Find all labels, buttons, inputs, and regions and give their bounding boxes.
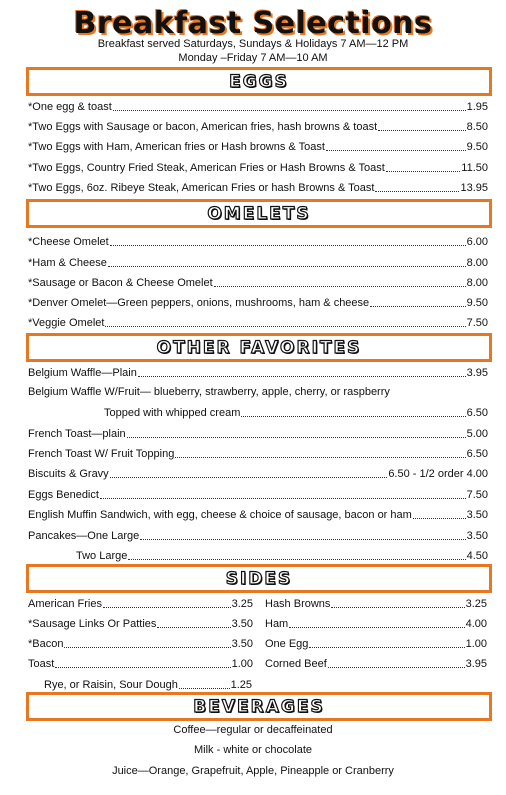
menu-item: *Sausage Links Or Patties 3.50: [28, 614, 253, 630]
menu-item: Toast 1.00: [28, 654, 253, 670]
beverage-line: Juice—Orange, Grapefruit, Apple, Pineapple or Cranberry: [112, 765, 394, 777]
menu-item: *Two Eggs, Country Fried Steak, American Fries or Hash Browns & Toast 11.50: [28, 158, 488, 174]
menu-item: English Muffin Sandwich, with egg, cheese & choice of sausage, bacon or ham 3.50: [28, 505, 488, 521]
beverage-line: Coffee—regular or decaffeinated: [173, 724, 333, 736]
favorites-heading: OTHER FAVORITES: [156, 337, 362, 358]
sides-heading: SIDES: [225, 568, 293, 589]
menu-item: American Fries 3.25: [28, 594, 253, 610]
menu-item: One Egg 1.00: [265, 634, 487, 650]
favorites-banner: [26, 333, 492, 362]
eggs-banner: [26, 67, 492, 96]
menu-item: *Ham & Cheese 8.00: [28, 253, 488, 269]
eggs-heading: EGGS: [229, 71, 289, 92]
menu-item: French Toast W/ Fruit Topping 6.50: [28, 444, 488, 460]
menu-item: Ham 4.00: [265, 614, 487, 630]
menu-item: Hash Browns 3.25: [265, 594, 487, 610]
menu-item: *One egg & toast 1.95: [28, 97, 488, 113]
menu-item: Biscuits & Gravy 6.50 - 1/2 order 4.00: [28, 464, 488, 480]
menu-item: Rye, or Raisin, Sour Dough 1.25: [44, 675, 252, 691]
omelets-heading: OMELETS: [207, 203, 311, 224]
hours-line-1: Breakfast served Saturdays, Sundays & Holidays 7 AM—12 PM: [97, 38, 409, 50]
menu-item: *Two Eggs, 6oz. Ribeye Steak, American Fries or hash Browns & Toast 13.95: [28, 178, 488, 194]
omelets-banner: [26, 199, 492, 228]
menu-item: Eggs Benedict 7.50: [28, 485, 488, 501]
beverages-banner: [26, 692, 492, 721]
hours-line-2: Monday –Friday 7 AM—10 AM: [178, 52, 328, 64]
beverages-heading: BEVERAGES: [193, 696, 325, 717]
menu-item: *Sausage or Bacon & Cheese Omelet 8.00: [28, 273, 488, 289]
menu-item: Corned Beef 3.95: [265, 654, 487, 670]
menu-item: Two Large 4.50: [76, 546, 488, 562]
menu-item: *Veggie Omelet 7.50: [28, 313, 488, 329]
menu-item: *Two Eggs with Sausage or bacon, American fries, hash browns & toast 8.50: [28, 117, 488, 133]
waffle-fruit-description: Belgium Waffle W/Fruit— blueberry, strawberry, apple, cherry, or raspberry: [28, 386, 390, 398]
menu-item: *Two Eggs with Ham, American fries or Hash browns & Toast 9.50: [28, 137, 488, 153]
beverage-line: Milk - white or chocolate: [194, 744, 312, 756]
menu-item: French Toast—plain 5.00: [28, 424, 488, 440]
menu-item: *Cheese Omelet 6.00: [28, 232, 488, 248]
menu-item: Belgium Waffle—Plain 3.95: [28, 363, 488, 379]
sides-banner: [26, 564, 492, 593]
page-title: Breakfast Selections: [73, 6, 433, 41]
menu-item: *Bacon 3.50: [28, 634, 253, 650]
menu-item: *Denver Omelet—Green peppers, onions, mushrooms, ham & cheese 9.50: [28, 293, 488, 309]
menu-item: Pancakes—One Large 3.50: [28, 526, 488, 542]
menu-item: Topped with whipped cream 6.50: [104, 403, 488, 419]
